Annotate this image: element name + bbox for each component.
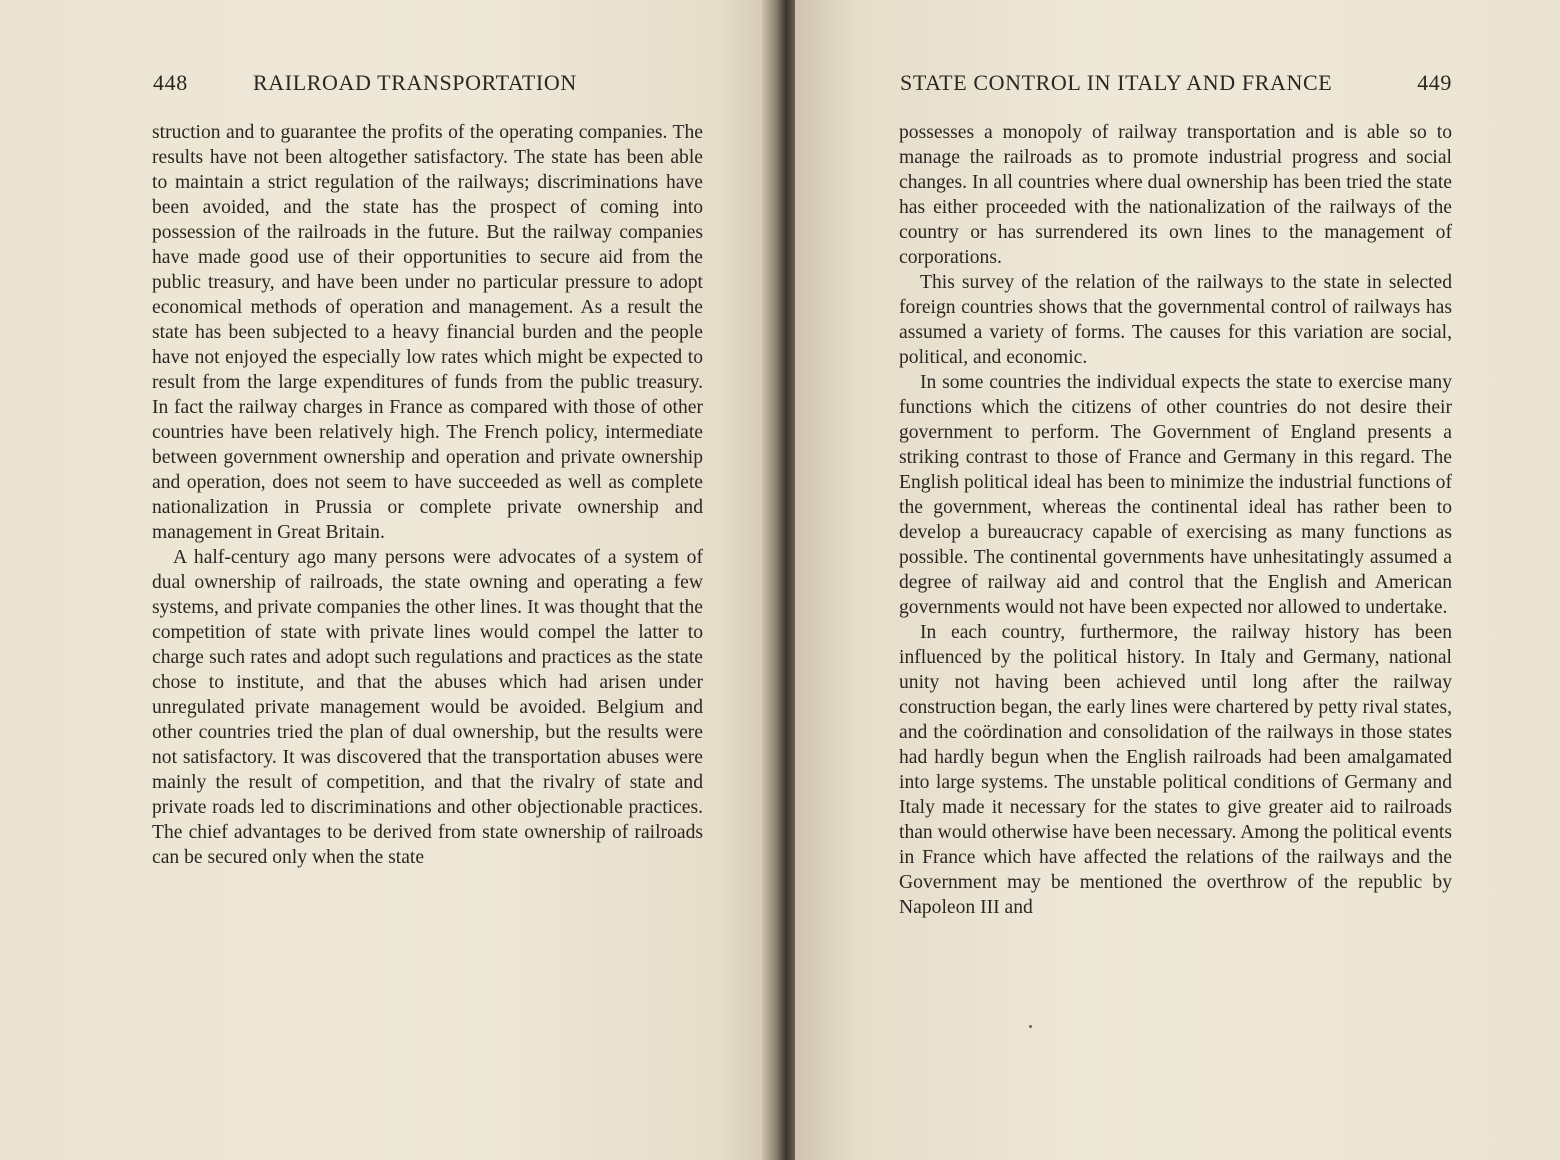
right-page-number: 449 <box>1417 70 1452 95</box>
right-paragraph-3: In some countries the individual expects the state to exercise many functions which the citizens of other countries do not desire their government to perform. The Government of England presents a striking contrast to those of France and Germany in this regard. The English political ideal has been to minimize the industrial functions of the government, whereas the continental ideal has rather been to develop a bureaucracy capable of exercising as many functions as possible. The continental governments have unhesitatingly assumed a degree of railway aid and control that the English and American governments would not have been expected nor allowed to undertake. <box>899 372 1452 618</box>
left-page-number: 448 <box>153 70 188 95</box>
right-page <box>795 0 1560 1160</box>
paper-speck <box>1029 1025 1032 1028</box>
right-paragraph-1: possesses a monopoly of railway transportation and is able so to manage the railroads as to promote industrial progress and social changes. In all countries where dual ownership has been tried the state has either proceeded with the nationalization of the railways of the country or has surrendered its own lines to the management of corporations. <box>899 122 1452 268</box>
right-body-text <box>899 120 1452 920</box>
right-running-head <box>900 70 1452 102</box>
left-running-title: RAILROAD TRANSPORTATION <box>253 70 577 95</box>
left-paragraph-1: struction and to guarantee the profits of the operating companies. The results have not been altogether satisfactory. The state has been able to maintain a strict regulation of the railways; discriminations have been avoided, and the state has the prospect of coming into possession of the railroads in the future. But the railway companies have made good use of their opportunities to secure aid from the public treasury, and have been under no particular pressure to adopt economical methods of operation and management. As a result the state has been subjected to a heavy financial burden and the people have not enjoyed the especially low rates which might be expected to result from the large expenditures of funds from the public treasury. In fact the railway charges in France as compared with those of other countries have been relatively high. The French policy, intermediate between government ownership and operation and private ownership and operation, does not seem to have succeeded as well as complete nationalization in Prussia or complete private ownership and management in Great Britain. <box>152 122 703 543</box>
left-body-text <box>152 120 703 870</box>
right-paragraph-4: In each country, furthermore, the railway history has been influenced by the political history. In Italy and Germany, national unity not having been achieved until long after the railway construction began, the early lines were chartered by petty rival states, and the coördination and consolidation of the railways in those states had hardly begun when the English railroads had been amalgamated into large systems. The unstable political conditions of Germany and Italy made it necessary for the states to give greater aid to railroads than would otherwise have been necessary. Among the political events in France which have affected the relations of the railways and the Government may be mentioned the overthrow of the republic by Napoleon III and <box>899 622 1452 918</box>
right-running-title: STATE CONTROL IN ITALY AND FRANCE <box>900 70 1333 95</box>
left-running-head <box>153 70 703 102</box>
right-paragraph-2: This survey of the relation of the railways to the state in selected foreign countries shows that the governmental control of railways has assumed a variety of forms. The causes for this variation are social, political, and economic. <box>899 272 1452 368</box>
left-paragraph-2: A half-century ago many persons were advocates of a system of dual ownership of railroads, the state owning and operating a few systems, and private companies the other lines. It was thought that the competition of state with private lines would compel the latter to charge such rates and adopt such regulations and practices as the state chose to institute, and that the abuses which had arisen under unregulated private management would be avoided. Belgium and other countries tried the plan of dual ownership, but the results were not satisfactory. It was discovered that the transportation abuses were mainly the result of competition, and that the rivalry of state and private roads led to discriminations and other objectionable practices. The chief advantages to be derived from state ownership of railroads can be secured only when the state <box>152 547 703 868</box>
